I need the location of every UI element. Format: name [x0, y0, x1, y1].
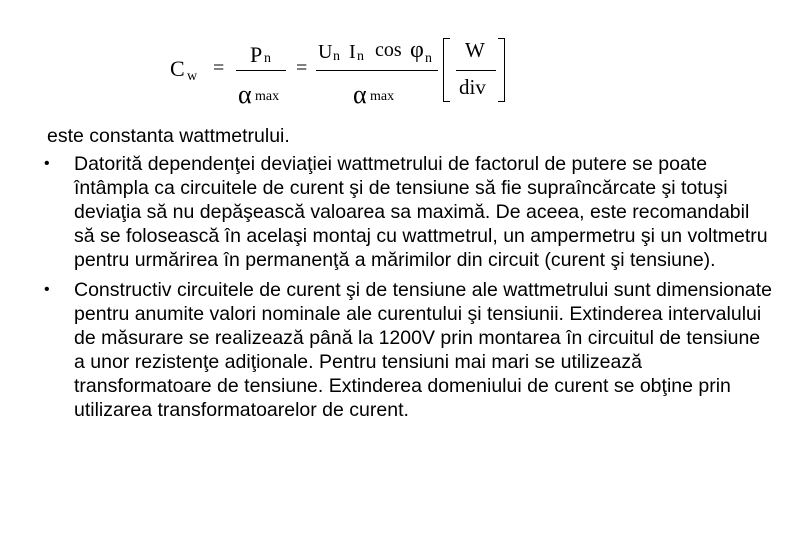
unit-bracket-left — [443, 38, 450, 102]
formula-lhs-subscript: w — [187, 69, 198, 84]
bullet-dot-icon: • — [44, 155, 50, 172]
bullet-text: Datorită dependenţei deviaţiei wattmetrului de factorul de putere se poate întâmpla ca circuitele de curent şi de tensiune să fie supraîncărcate şi totuşi deviaţia să nu depăşească valoarea sa maximă. De aceea, este recomandabil să se folosească în acelaşi montaj cu wattmetrul, un ampermetru şi un voltmetru pentru urmărirea în permanenţă a mărimilor din circuit (curent şi tensiune). — [74, 153, 768, 271]
list-item — [30, 152, 775, 272]
lead-text: este constanta wattmetrului. — [47, 125, 290, 147]
formula-equals-2: = — [296, 57, 308, 79]
unit-bracket-right — [498, 38, 505, 102]
formula-numerator-2-i-subscript: n — [357, 49, 364, 64]
unit-denominator: div — [459, 75, 486, 99]
list-item — [30, 278, 775, 422]
formula-numerator-2-i: I — [349, 41, 356, 63]
formula-lhs: C — [170, 56, 185, 81]
formula-denominator-2: α — [353, 80, 367, 109]
unit-fraction-line — [456, 70, 496, 71]
formula-denominator-1-subscript: max — [255, 89, 280, 104]
fraction-line-1 — [236, 70, 286, 71]
formula-numerator-2-phi: φ — [410, 37, 424, 63]
bullet-dot-icon: • — [44, 281, 50, 298]
bullet-text: Constructiv circuitele de curent şi de tensiune ale wattmetrului sunt dimensionate pentru anumite valori nominale ale curentului şi tensiunii. Extinderea intervalului de măsurare se realizează până la 1200V prin montarea în circuitul de tensiune a unor rezistenţe adiţionale. Pentru tensiuni mai mari se utilizează transformatoare de tensiune. Extinderea domeniului de curent se obţine prin utilizarea transformatoarelor de curent. — [74, 279, 773, 421]
formula-numerator-2-u: U — [318, 41, 333, 63]
formula-numerator-1: P — [250, 42, 263, 67]
formula-numerator-1-subscript: n — [264, 51, 271, 66]
formula-numerator-2-phi-subscript: n — [425, 51, 432, 66]
fraction-line-2 — [316, 70, 438, 71]
formula-denominator-1: α — [238, 80, 252, 109]
formula-equals-1: = — [213, 57, 225, 79]
formula-denominator-2-subscript: max — [370, 89, 395, 104]
slide-body — [30, 124, 775, 428]
bullet-list — [30, 152, 775, 422]
unit-numerator: W — [465, 38, 485, 62]
formula-numerator-2-cos: cos — [375, 39, 402, 61]
wattmeter-constant-formula — [160, 30, 520, 110]
formula-numerator-2-u-subscript: n — [333, 49, 340, 64]
